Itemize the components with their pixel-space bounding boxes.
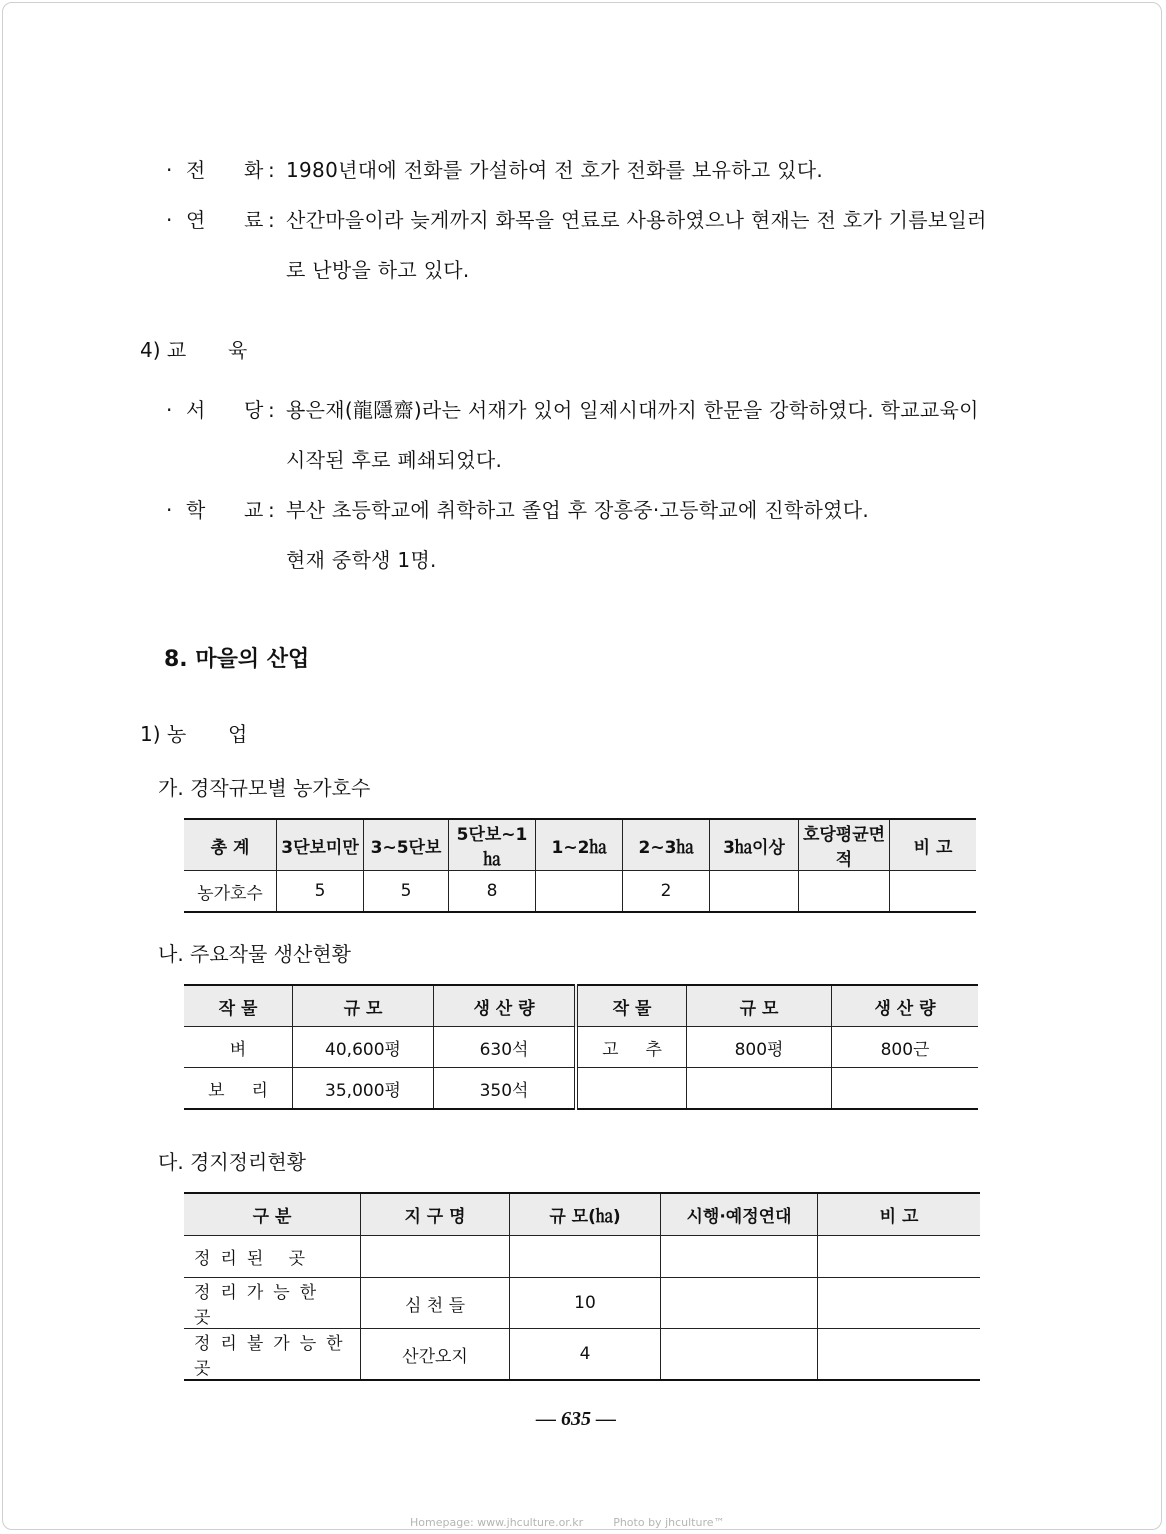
table-cell [832, 1068, 979, 1110]
colon: : [268, 208, 275, 232]
table-cell: 35,000평 [293, 1068, 434, 1110]
table-cell: 고 추 [576, 1027, 687, 1068]
footer-photo-credit: Photo by jhculture™ [613, 1516, 725, 1529]
table-header-cell: 생 산 량 [434, 985, 577, 1027]
table-cell: 산간오지 [361, 1329, 510, 1381]
agriculture-heading [140, 722, 248, 746]
table-header-cell: 작 물 [576, 985, 687, 1027]
bullet: · [166, 398, 173, 422]
table-header-cell: 지 구 명 [361, 1193, 510, 1236]
table-cell: 5 [364, 871, 449, 913]
table-cell [710, 871, 799, 913]
table-cell [818, 1329, 981, 1381]
table-header-row [184, 1193, 980, 1236]
section-title: 8. 마을의 산업 [164, 647, 310, 672]
term-char: 당 [244, 398, 264, 422]
table-header-cell: 작 물 [184, 985, 293, 1027]
table-cell [799, 871, 890, 913]
table-header-cell: 규 모 [687, 985, 832, 1027]
heading-part: 1) 농 [140, 722, 187, 746]
table-row [184, 1027, 978, 1068]
table-header-cell: 규 모 [293, 985, 434, 1027]
table-cell: 농가호수 [184, 871, 277, 913]
table-header-cell: 구 분 [184, 1193, 361, 1236]
table-header-cell: 호당평균면적 [799, 819, 890, 871]
table-header-cell: 3~5단보 [364, 819, 449, 871]
item-text-phone: 1980년대에 전화를 가설하여 전 호가 전화를 보유하고 있다. [286, 158, 823, 182]
table-row [184, 1278, 980, 1329]
item-text-school-cont: 현재 중학생 1명. [286, 548, 437, 572]
table-cell: 정리불가능한 곳 [184, 1329, 361, 1381]
heading-part: 업 [228, 722, 248, 746]
table-cell: 4 [510, 1329, 661, 1381]
item-term-fuel [186, 208, 264, 232]
table-cell [536, 871, 623, 913]
education-heading [140, 338, 248, 362]
term-char: 화 [244, 158, 264, 182]
table-row [184, 1068, 978, 1110]
term-char: 학 [186, 498, 206, 522]
table-cell: 630석 [434, 1027, 577, 1068]
term-char: 서 [186, 398, 206, 422]
table-row [184, 871, 976, 913]
table-cell [661, 1236, 818, 1278]
table-row [184, 1329, 980, 1381]
table-cell: 800평 [687, 1027, 832, 1068]
footer [410, 1516, 725, 1529]
table-header-cell: 비 고 [818, 1193, 981, 1236]
table-cell: 800근 [832, 1027, 979, 1068]
table-cell [361, 1236, 510, 1278]
colon: : [268, 498, 275, 522]
table-header-cell: 비 고 [890, 819, 977, 871]
item-text-fuel: 산간마을이라 늦게까지 화목을 연료로 사용하였으나 현재는 전 호가 기름보일러 [286, 208, 987, 232]
table-header-row [184, 819, 976, 871]
table-cell [687, 1068, 832, 1110]
table-cell: 2 [623, 871, 710, 913]
item-text-fuel-cont: 로 난방을 하고 있다. [286, 258, 470, 282]
table-header-cell: 2~3㏊ [623, 819, 710, 871]
bullet: · [166, 208, 173, 232]
table-cell [818, 1236, 981, 1278]
table-header-cell: 3단보미만 [277, 819, 364, 871]
table-cell [510, 1236, 661, 1278]
table-cell [576, 1068, 687, 1110]
table-cell: 8 [449, 871, 536, 913]
term-char: 교 [244, 498, 264, 522]
table-header-cell: 1~2㏊ [536, 819, 623, 871]
bullet: · [166, 158, 173, 182]
table-cell: 10 [510, 1278, 661, 1329]
table-cell: 벼 [184, 1027, 293, 1068]
land-readjustment-table [184, 1192, 980, 1381]
table-cell [818, 1278, 981, 1329]
table-header-cell: 시행·예정연대 [661, 1193, 818, 1236]
table-header-cell: 3㏊이상 [710, 819, 799, 871]
bullet: · [166, 498, 173, 522]
table-cell: 40,600평 [293, 1027, 434, 1068]
table-header-cell: 규 모(㏊) [510, 1193, 661, 1236]
table-header-row [184, 985, 978, 1027]
farm-size-table [184, 818, 976, 913]
table-header-cell: 5단보~1㏊ [449, 819, 536, 871]
table-cell: 심 천 들 [361, 1278, 510, 1329]
item-term-phone [186, 158, 264, 182]
crop-production-table [184, 984, 978, 1110]
table-cell: 정리가능한 곳 [184, 1278, 361, 1329]
term-char: 전 [186, 158, 206, 182]
table-row [184, 1236, 980, 1278]
heading-part: 육 [228, 338, 248, 362]
item-text-school: 부산 초등학교에 취학하고 졸업 후 장흥중·고등학교에 진학하였다. [286, 498, 869, 522]
footer-homepage[interactable]: Homepage: www.jhculture.or.kr [410, 1516, 584, 1529]
table3-caption: 다. 경지정리현황 [158, 1150, 306, 1174]
table-cell: 보 리 [184, 1068, 293, 1110]
page-number: — 635 — [536, 1408, 616, 1430]
table-header-cell: 생 산 량 [832, 985, 979, 1027]
table-cell [890, 871, 977, 913]
term-char: 연 [186, 208, 206, 232]
item-term-seodang [186, 398, 264, 422]
colon: : [268, 398, 275, 422]
table-header-cell: 총 계 [184, 819, 277, 871]
table-cell [661, 1329, 818, 1381]
colon: : [268, 158, 275, 182]
term-char: 료 [244, 208, 264, 232]
item-text-seodang-cont: 시작된 후로 폐쇄되었다. [286, 448, 503, 472]
item-text-seodang: 용은재(龍隱齋)라는 서재가 있어 일제시대까지 한문을 강학하였다. 학교교육이 [286, 398, 979, 422]
table-cell: 5 [277, 871, 364, 913]
table-cell: 정리된 곳 [184, 1236, 361, 1278]
table2-caption: 나. 주요작물 생산현황 [158, 942, 351, 966]
table-cell [661, 1278, 818, 1329]
item-term-school [186, 498, 264, 522]
heading-part: 4) 교 [140, 338, 187, 362]
table-cell: 350석 [434, 1068, 577, 1110]
table1-caption: 가. 경작규모별 농가호수 [158, 776, 371, 800]
